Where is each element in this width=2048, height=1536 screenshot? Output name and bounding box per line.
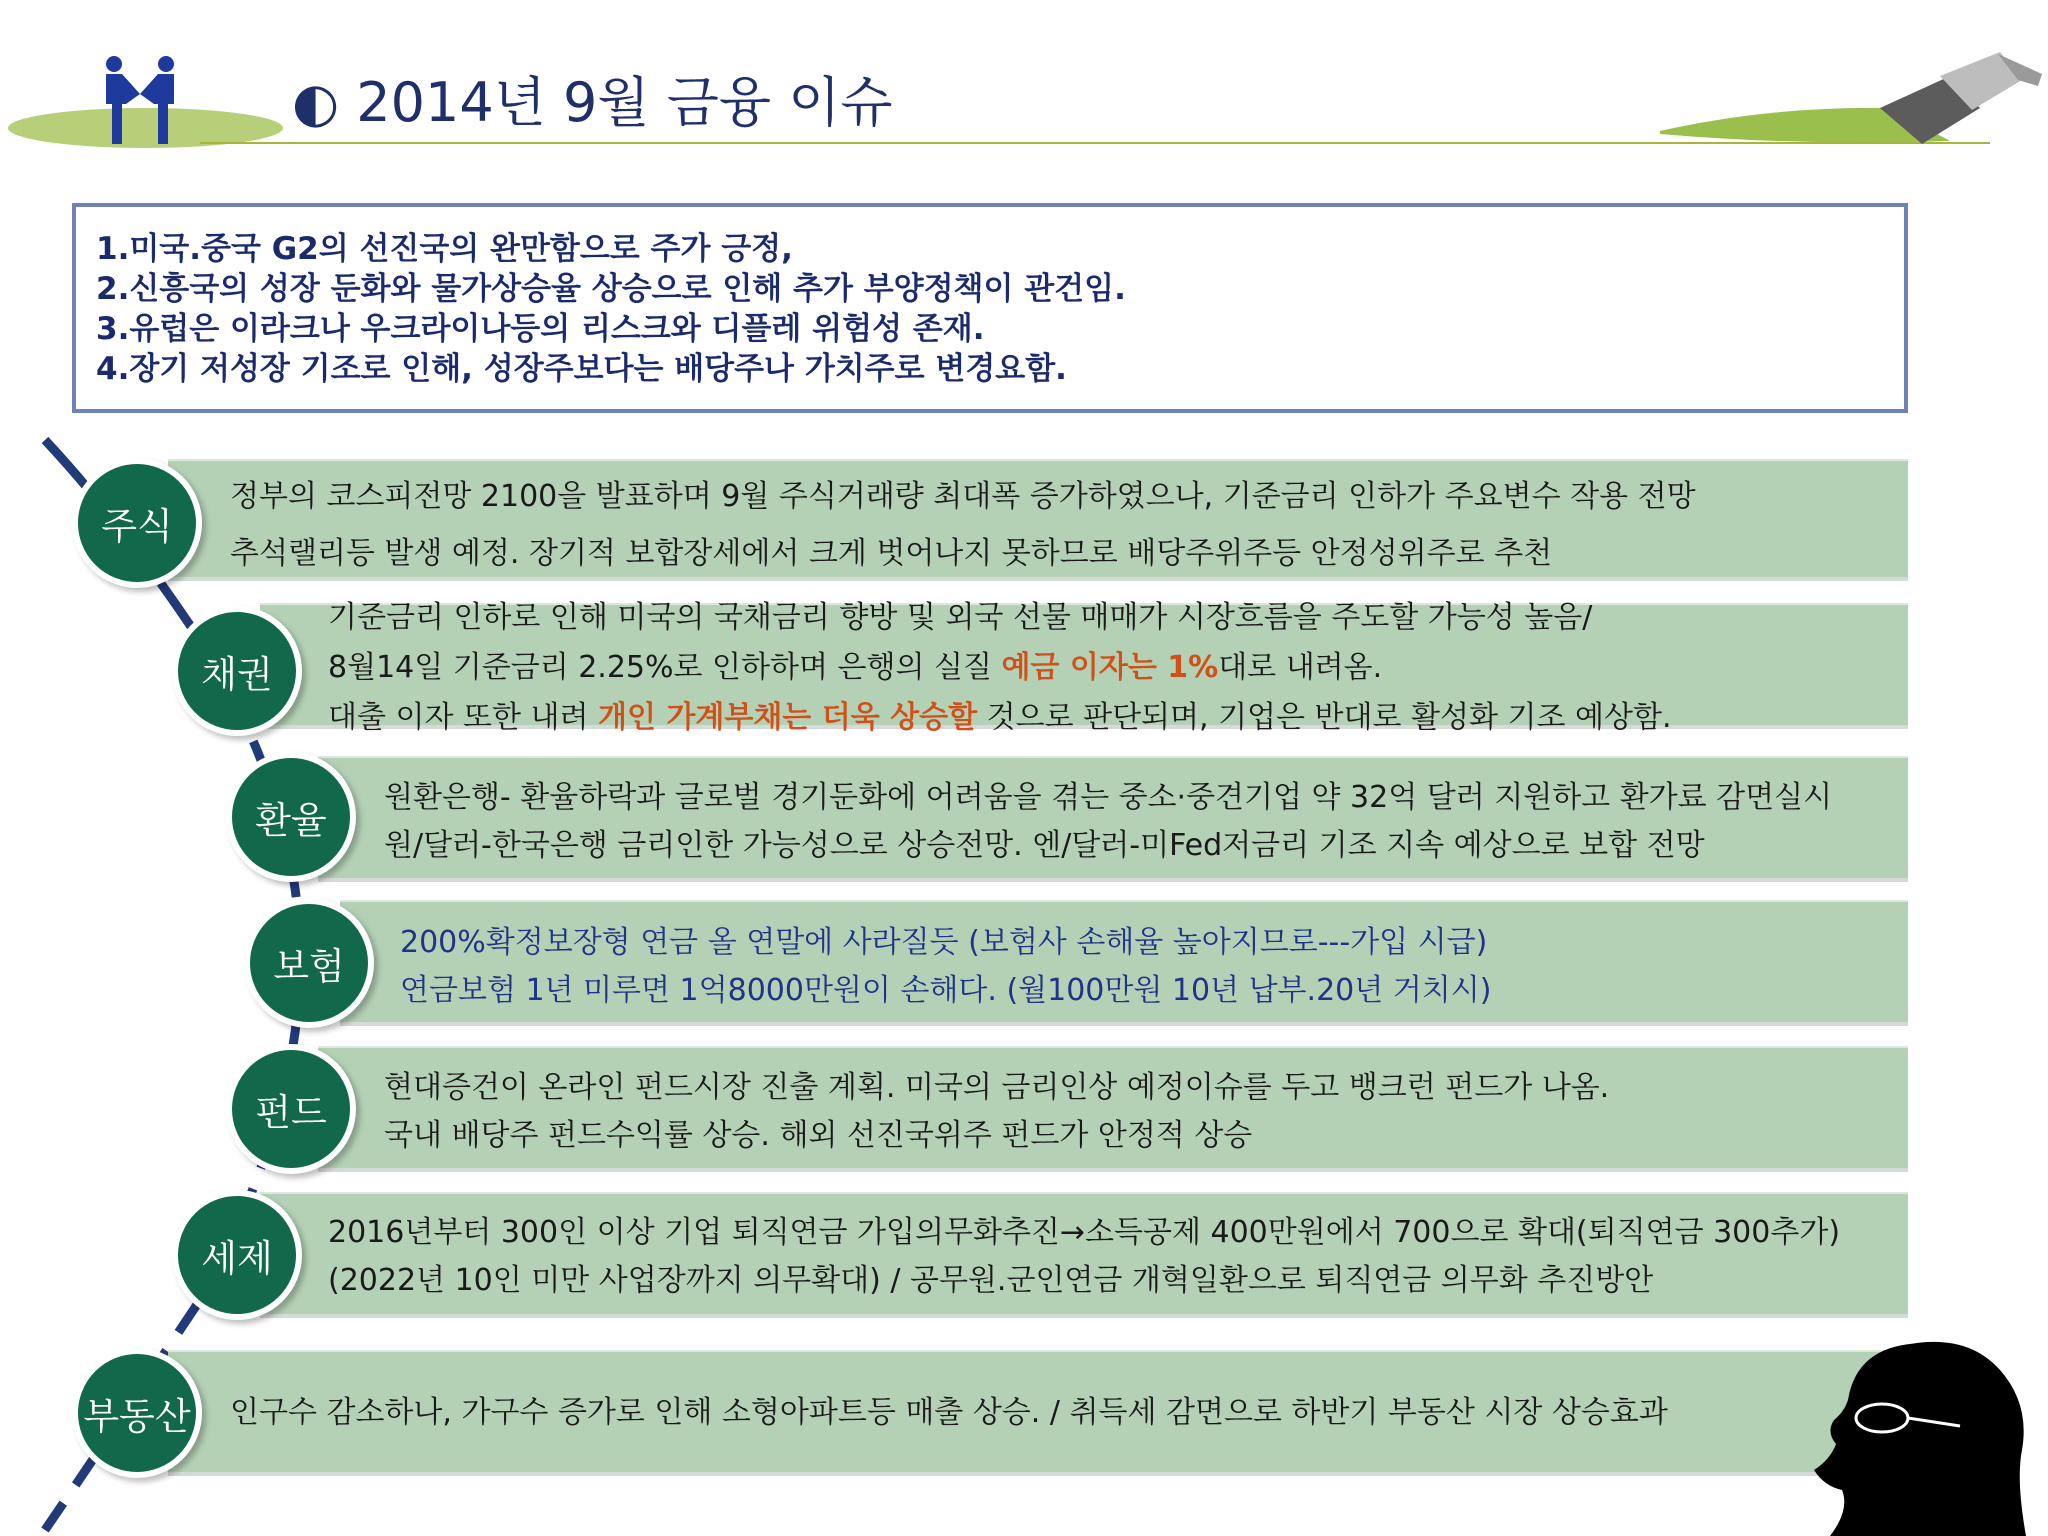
row-text-segment: 것으로 판단되며, 기업은 반대로 활성화 기조 예상함. [977, 700, 1672, 735]
summary-line: 3.유럽은 이라크나 우크라이나등의 리스크와 디플레 위험성 존재. [96, 311, 985, 347]
summary-line: 1.미국.중국 G2의 선진국의 완만함으로 주가 긍정, [96, 231, 793, 267]
handshake-icon [92, 52, 188, 148]
summary-line: 2.신흥국의 성장 둔화와 물가상승율 상승으로 인해 추가 부양정책이 관건임. [96, 271, 1126, 307]
category-badge-tax: 세제 [172, 1190, 302, 1320]
row-text: 현대증건이 온라인 펀드시장 진출 계획. 미국의 금리인상 예정이슈를 두고 뱅크런 펀드가 나옴. [384, 1070, 1610, 1105]
category-badge-bond: 채권 [172, 606, 302, 736]
row-text: 원/달러-한국은행 금리인한 가능성으로 상승전망. 엔/달러-미Fed저금리 기조 지속 예상으로 보합 전망 [384, 828, 1705, 863]
row-text: 2016년부터 300인 이상 기업 퇴직연금 가입의무화추진→소득공제 400만원에서 700으로 확대(퇴직연금 300추가) [328, 1215, 1841, 1250]
row-text: 연금보험 1년 미루면 1억8000만원이 손해다. (월100만원 10년 납부.20년 거치시) [400, 973, 1492, 1008]
highlight-deposit-rate: 예금 이자는 1% [1001, 650, 1219, 685]
category-badge-exchange: 환율 [226, 752, 356, 882]
row-text: (2022년 10인 미만 사업장까지 의무확대) / 공무원.군인연금 개혁일환으로 퇴직연금 의무화 추진방안 [328, 1263, 1654, 1298]
row-text: 인구수 감소하나, 가구수 증가로 인해 소형아파트등 매출 상승. / 취득세 감면으로 하반기 부동산 시장 상승효과 [230, 1395, 1668, 1430]
highlight-household-debt: 개인 가계부채는 더욱 상승할 [597, 700, 978, 735]
paintbrush-icon [1650, 46, 2048, 156]
row-text-segment: 대출 이자 또한 내려 [328, 700, 598, 735]
row-band-tax [260, 1192, 1908, 1318]
thinker-silhouette-icon [1790, 1340, 2048, 1536]
category-badge-insurance: 보험 [244, 898, 374, 1028]
row-text: 원환은행- 환율하락과 글로벌 경기둔화에 어려움을 겪는 중소·중견기업 약 32억 달러 지원하고 환가료 감면실시 [384, 780, 1833, 815]
row-text: 정부의 코스피전망 2100을 발표하며 9월 주식거래량 최대폭 증가하였으나, 기준금리 인하가 주요변수 작용 전망 [230, 479, 1696, 514]
page-title: ◐ 2014년 9월 금융 이슈 [292, 71, 893, 134]
category-badge-fund: 펀드 [226, 1044, 356, 1174]
category-badge-realestate: 부동산 [72, 1348, 202, 1478]
row-text: 국내 배당주 펀드수익률 상승. 해외 선진국위주 펀드가 안정적 상승 [384, 1118, 1253, 1153]
category-badge-stock: 주식 [72, 458, 202, 588]
row-text: 200%확정보장형 연금 올 연말에 사라질듯 (보험사 손해율 높아지므로---가입 시급) [400, 925, 1488, 960]
row-text-segment: 8월14일 기준금리 2.25%로 인하하며 은행의 실질 [328, 650, 1002, 685]
row-text: 기준금리 인하로 인해 미국의 국채금리 향방 및 외국 선물 매매가 시장흐름을 주도할 가능성 높음/ [328, 600, 1593, 635]
row-text [328, 700, 1671, 736]
row-text: 추석랠리등 발생 예정. 장기적 보합장세에서 크게 벗어나지 못하므로 배당주위주등 안정성위주로 추천 [230, 536, 1553, 571]
row-text [328, 650, 1382, 686]
summary-line: 4.장기 저성장 기조로 인해, 성장주보다는 배당주나 가치주로 변경요함. [96, 351, 1067, 387]
row-text-segment: 대로 내려옴. [1218, 650, 1383, 685]
summary-box [72, 203, 1908, 413]
